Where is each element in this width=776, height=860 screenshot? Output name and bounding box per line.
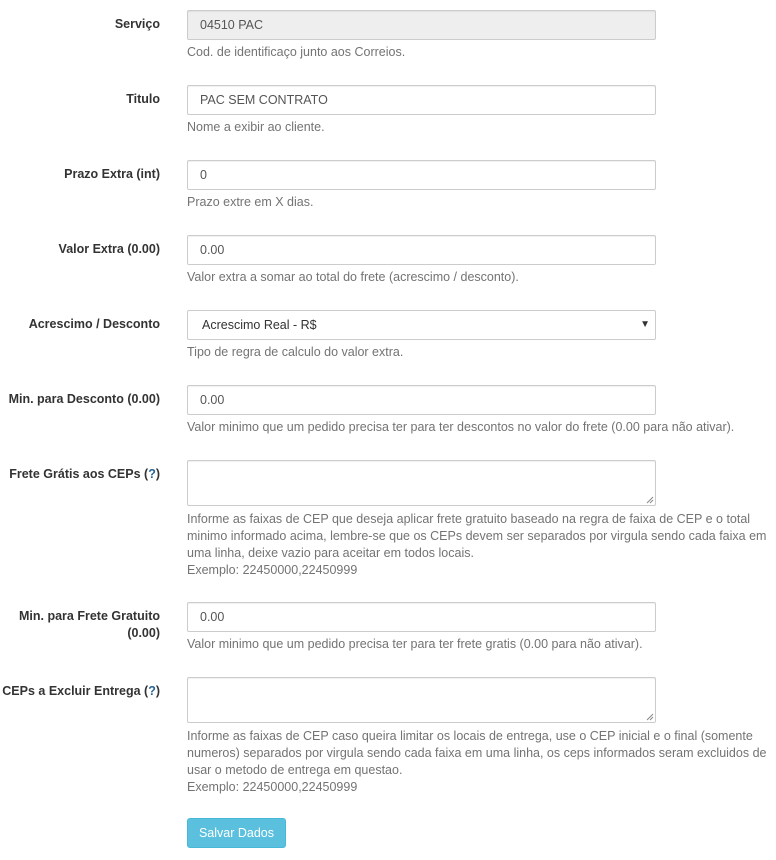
ceps-excluir-label-text: CEPs a Excluir Entrega [2,684,141,698]
frete-gratis-help-line: minimo informado acima, lembre-se que os CEPs devem ser separados por virgula sendo cada faixa em [187,529,767,543]
valor-extra-label: Valor Extra (0.00) [58,242,160,256]
ceps-excluir-help-link[interactable]: ? [148,684,156,698]
frete-gratis-help [187,511,775,579]
ceps-excluir-textarea[interactable] [187,677,656,723]
min-frete-gratuito-label [0,608,160,642]
min-frete-gratuito-help: Valor minimo que um pedido precisa ter para ter frete gratis (0.00 para não ativar). [187,637,643,651]
servico-input[interactable]: 04510 PAC [187,10,656,40]
ceps-excluir-label: CEPs a Excluir Entrega (?) [2,684,160,698]
valor-extra-input[interactable]: 0.00 [187,235,656,265]
titulo-help: Nome a exibir ao cliente. [187,120,325,134]
ceps-excluir-help [187,728,775,796]
valor-extra-help: Valor extra a somar ao total do frete (acrescimo / desconto). [187,270,519,284]
min-frete-gratuito-input[interactable]: 0.00 [187,602,656,632]
min-frete-gratuito-label-line1: Min. para Frete Gratuito [19,609,160,623]
prazo-extra-label: Prazo Extra (int) [64,167,160,181]
frete-gratis-help-link[interactable]: ? [148,467,156,481]
acrescimo-desconto-label: Acrescimo / Desconto [28,317,160,331]
servico-help: Cod. de identificaço junto aos Correios. [187,45,406,59]
ceps-excluir-example: Exemplo: 22450000,22450999 [187,780,358,794]
frete-gratis-example: Exemplo: 22450000,22450999 [187,563,358,577]
acrescimo-desconto-help: Tipo de regra de calculo do valor extra. [187,345,404,359]
acrescimo-desconto-select[interactable] [187,310,656,340]
ceps-excluir-help-line: numeros) separados por virgula sendo cada faixa em uma linha, os ceps informados seram excluidos de [187,746,767,760]
frete-gratis-help-line: uma linha, deixe vazio para aceitar em todos locais. [187,546,474,560]
titulo-input[interactable]: PAC SEM CONTRATO [187,85,656,115]
resize-grip-icon[interactable] [646,496,654,504]
salvar-dados-button[interactable]: Salvar Dados [187,818,286,848]
frete-gratis-label-text: Frete Grátis aos CEPs [9,467,141,481]
prazo-extra-help: Prazo extre em X dias. [187,195,314,209]
min-frete-gratuito-label-line2: (0.00) [127,626,160,640]
acrescimo-desconto-value: Acrescimo Real - R$ [202,318,317,332]
min-desconto-input[interactable]: 0.00 [187,385,656,415]
frete-gratis-help-line: Informe as faixas de CEP que deseja aplicar frete gratuito baseado na regra de faixa de CEP e o total [187,512,751,526]
chevron-down-icon: ▼ [640,319,650,330]
min-desconto-label: Min. para Desconto (0.00) [8,392,160,406]
titulo-label: Titulo [126,92,160,106]
prazo-extra-input[interactable]: 0 [187,160,656,190]
servico-label: Serviço [114,17,160,31]
ceps-excluir-help-line: usar o metodo de entrega em questao. [187,763,403,777]
frete-gratis-textarea[interactable] [187,460,656,506]
min-desconto-help: Valor minimo que um pedido precisa ter para ter descontos no valor do frete (0.00 para não ativar). [187,420,735,434]
resize-grip-icon[interactable] [646,713,654,721]
ceps-excluir-help-line: Informe as faixas de CEP caso queira limitar os locais de entrega, use o CEP inicial e o final (somente [187,729,753,743]
frete-gratis-label: Frete Grátis aos CEPs (?) [9,467,160,481]
